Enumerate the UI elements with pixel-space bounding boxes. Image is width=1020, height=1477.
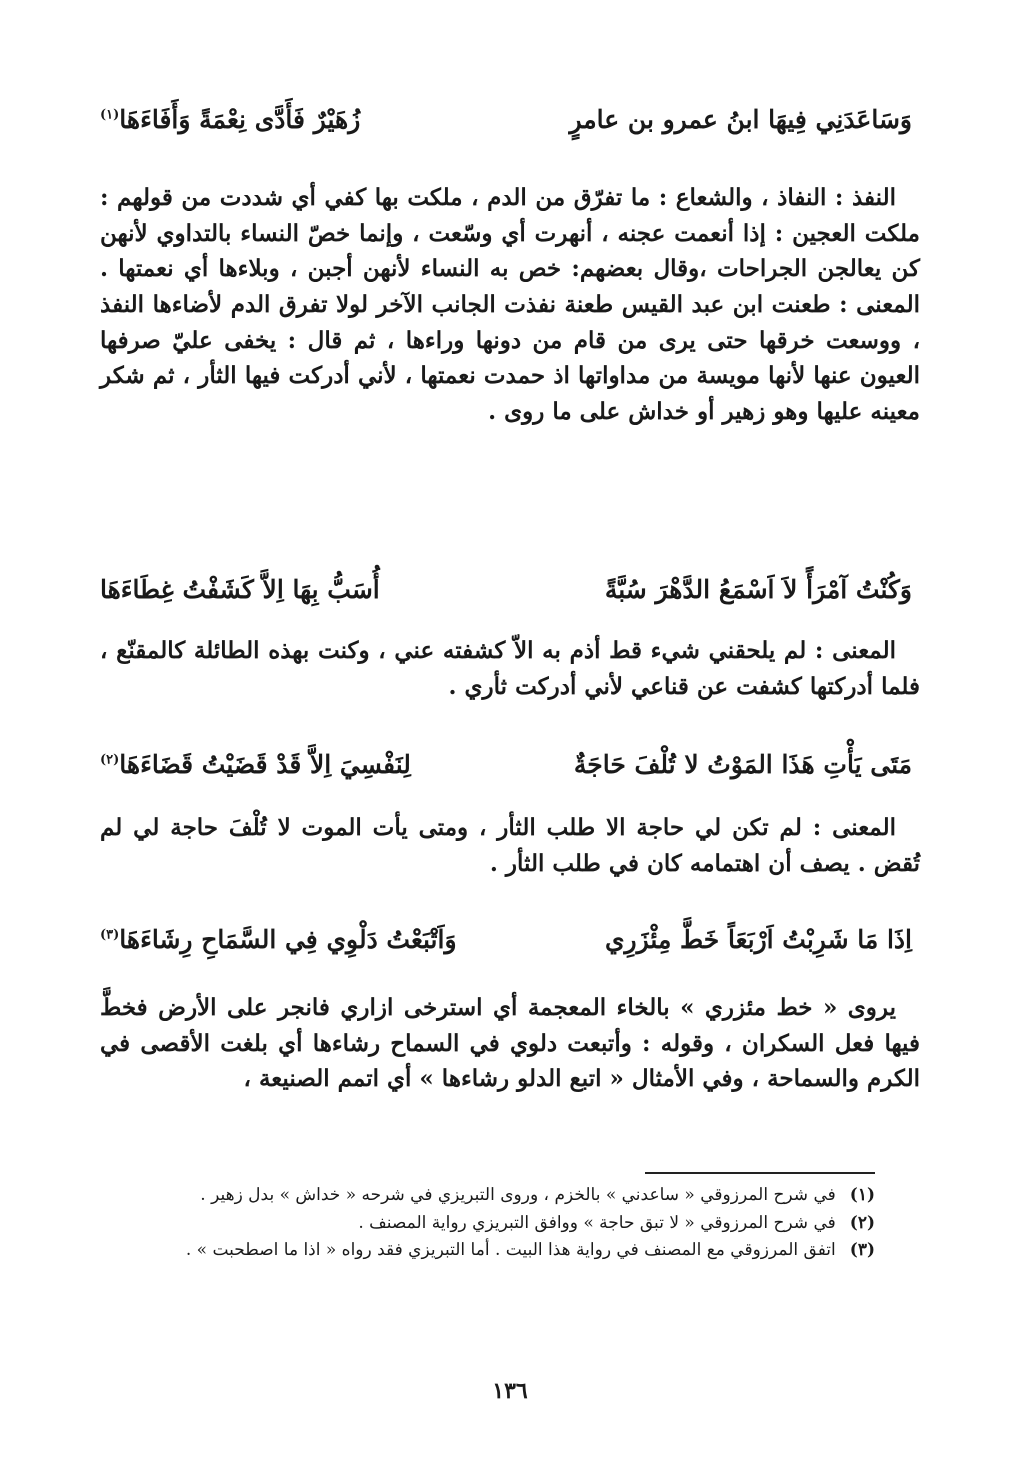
footnote-marker-2: (٢) <box>100 752 120 768</box>
page-number: ١٣٦ <box>492 1378 528 1404</box>
footnote-2 <box>100 1210 875 1238</box>
verse-1-second-hemistich <box>100 105 360 134</box>
verse-1-first-hemistich: وَسَاعَدَنِي فِيهَا ابنُ عمرو بن عامرٍ <box>569 105 912 134</box>
footnote-marker-1: (١) <box>100 107 120 123</box>
verse-4 <box>100 925 912 954</box>
footnote-number: (١) <box>849 1185 875 1205</box>
paragraph-text: المعنى : لم تكن لي حاجة الا طلب الثأر ، ومتى يأت الموت لا تُلْفَ حاجة لي لم تُقض . يصف أن اهتمامه كان في طلب الثأر . <box>100 814 920 877</box>
verse-1 <box>100 105 912 134</box>
footnote-number: (٢) <box>849 1212 875 1233</box>
commentary-paragraph-1 <box>100 180 920 429</box>
footnote-text: في شرح المرزوقي « لا تبق حاجة » ووافق التبريزي رواية المصنف . <box>358 1212 836 1233</box>
verse-2-first-hemistich: وَكُنْتُ آمْرَأً لاَ اَسْمَعُ الدَّهْرَ سُبَّةً <box>604 575 912 604</box>
verse-4-second-text: وَاَتْبَعْتُ دَلْوِي فِي السَّمَاحِ رِشَاءَهَا <box>119 925 457 954</box>
verse-2-second-hemistich: أُسَبُّ بِهَا اِلاَّ كَشَفْتُ غِطَاءَهَا <box>100 575 380 604</box>
footnote-marker-3: (٣) <box>100 927 120 943</box>
verse-1-second-text: زُهَيْرٌ فَأَدَّى نِعْمَةً وَأَفَاءَهَا <box>119 105 361 134</box>
paragraph-text: المعنى : لم يلحقني شيء قط أذم به الاّ كشفته عني ، وكنت بهذه الطائلة كالمقنّع ، فلما أدركتها كشفت عن قناعي لأني أدركت ثأري . <box>100 637 920 700</box>
verse-4-second-hemistich <box>100 925 457 954</box>
footnotes <box>100 1182 875 1265</box>
verse-3-second-hemistich <box>100 750 411 779</box>
footnote-3 <box>100 1237 875 1265</box>
paragraph-text: يروى « خط مئزري » بالخاء المعجمة أي استرخى ازاري فانجر على الأرض فخطَّ فيها فعل السكران ، وقوله : وأتبعت دلوي في السماح رشاءها أي بلغت الأقصى في الكرم والسماحة ، وفي الأمثال « اتبع الدلو رشاءها » أي اتمم الصنيعة ، <box>100 994 920 1093</box>
footnote-separator <box>645 1172 875 1174</box>
paragraph-text: النفذ : النفاذ ، والشعاع : ما تفرّق من الدم ، ملكت بها كفي أي شددت من قولهم : ملكت العجين : إذا أنعمت عجنه ، أنهرت أي وسّعت ، وإنما خصّ النساء بالتداوي لأنهن كن يعالجن الجراحات ،وقال بعضهم: خص به النساء لأنهن أجبن ، وبلاءها أي نعمتها . المعنى : طعنت ابن عبد القيس طعنة نفذت الجانب الآخر لولا تفرق الدم لأضاءها النفذ ، ووسعت خرقها حتى يرى من قام من دونها وراءها ، ثم قال : يخفى عليّ صرفها العيون عنها لأنها مويسة من مداواتها اذ حمدت نعمتها ، لأني أدركت فيها الثأر ، ثم شكر معينه عليها وهو زهير أو خداش على ما روى . <box>100 184 920 425</box>
verse-2 <box>100 575 912 604</box>
footnote-text: في شرح المرزوقي « ساعدني » بالخزم ، وروى التبريزي في شرحه « خداش » بدل زهير . <box>200 1185 836 1205</box>
commentary-paragraph-4 <box>100 990 920 1097</box>
footnote-1 <box>100 1182 875 1210</box>
commentary-paragraph-2 <box>100 633 920 704</box>
verse-3-second-text: لِنَفْسِيَ اِلاَّ قَدْ قَضَيْتُ قَضَاءَهَا <box>119 750 411 779</box>
footnote-text: اتفق المرزوقي مع المصنف في رواية هذا البيت . أما التبريزي فقد رواه « اذا ما اصطحبت » . <box>185 1240 836 1261</box>
verse-3 <box>100 750 912 779</box>
verse-4-first-hemistich: اِذَا مَا شَرِبْتُ اَرْبَعَاً خَطَّ مِئْزَرِي <box>604 925 912 954</box>
verse-3-first-hemistich: مَتَى يَأْتِ هَذَا المَوْتُ لا تُلْفَ حَاجَةٌ <box>573 750 912 779</box>
footnote-number: (٣) <box>849 1240 875 1261</box>
commentary-paragraph-3 <box>100 810 920 881</box>
